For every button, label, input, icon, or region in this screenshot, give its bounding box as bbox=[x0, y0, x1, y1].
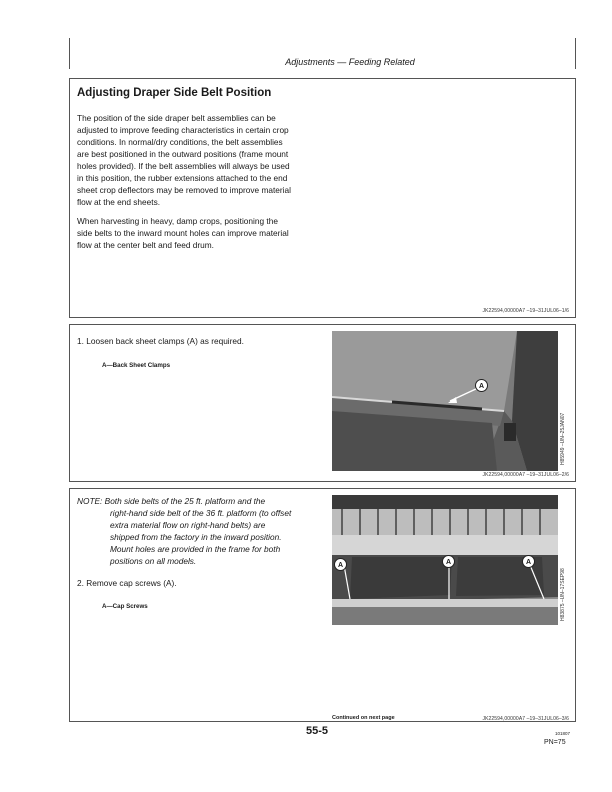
text-line: sheet crop deflectors may be removed to improve material bbox=[77, 185, 291, 195]
back-sheet-clamps-photo bbox=[332, 331, 558, 471]
text-line: adjusted to improve feeding characteristics in certain crop bbox=[77, 125, 289, 135]
note-line: right-hand side belt of the 36 ft. platform (to offset bbox=[110, 508, 292, 518]
heavy-crop-paragraph bbox=[77, 215, 337, 251]
note-line: NOTE: Both side belts of the 25 ft. platform and the bbox=[77, 496, 266, 506]
cap-screws-photo bbox=[332, 495, 558, 625]
text-line: are best positioned in the outward positions (frame mount bbox=[77, 149, 289, 159]
text-line: The position of the side draper belt assemblies can be bbox=[77, 113, 276, 123]
page-number: 55-5 bbox=[306, 725, 329, 737]
step-2-text: 2. Remove cap screws (A). bbox=[77, 578, 177, 588]
section-adjusting-draper bbox=[69, 78, 576, 318]
callout-a: A bbox=[475, 379, 488, 392]
intro-paragraph bbox=[77, 112, 337, 208]
image-id: H85949 –UN–25JAN07 bbox=[560, 412, 566, 465]
footer-code: 101807 bbox=[555, 731, 571, 736]
callout-a-left: A bbox=[334, 558, 347, 571]
legend-back-sheet-clamps: A—Back Sheet Clamps bbox=[102, 362, 171, 369]
callout-a-center: A bbox=[442, 555, 455, 568]
right-margin-rule bbox=[575, 38, 576, 69]
note-line: positions on all models. bbox=[110, 556, 197, 566]
back-sheet-clamps-illustration bbox=[332, 331, 558, 471]
note-line: Mount holes are provided in the frame for both bbox=[110, 544, 281, 554]
text-line: holes provided). If the belt assemblies will always be used bbox=[77, 161, 290, 171]
legend-cap-screws: A—Cap Screws bbox=[102, 603, 148, 610]
page-header-title: Adjustments — Feeding Related bbox=[285, 57, 415, 67]
text-line: flow at the end sheets. bbox=[77, 197, 161, 207]
step-1-text: 1. Loosen back sheet clamps (A) as required. bbox=[77, 336, 244, 346]
note-block bbox=[77, 495, 327, 567]
continued-note: Continued on next page bbox=[332, 715, 395, 721]
left-margin-rule bbox=[69, 38, 70, 69]
callout-a-right: A bbox=[522, 555, 535, 568]
section-step-1 bbox=[69, 324, 576, 482]
text-line: conditions. In normal/dry conditions, the belt assemblies bbox=[77, 137, 283, 147]
section-step-2 bbox=[69, 488, 576, 722]
reference-code: JK22594,00000A7 –19–31JUL06–1/6 bbox=[482, 308, 569, 314]
reference-code: JK22594,00000A7 –19–31JUL06–2/6 bbox=[482, 472, 569, 478]
section-title: Adjusting Draper Side Belt Position bbox=[77, 87, 272, 99]
text-line: in this position, the rubber extensions attached to the end bbox=[77, 173, 288, 183]
note-line: shipped from the factory in the inward position. bbox=[110, 532, 282, 542]
pn-number: PN=75 bbox=[544, 739, 566, 746]
text-line: side belts to the inward mount holes can improve material bbox=[77, 228, 289, 238]
image-id: H83875 –UN–17SEP98 bbox=[560, 568, 566, 621]
text-line: When harvesting in heavy, damp crops, positioning the bbox=[77, 216, 278, 226]
text-line: flow at the center belt and feed drum. bbox=[77, 240, 214, 250]
note-line: extra material flow on right-hand belts) are bbox=[110, 520, 266, 530]
reference-code: JK22594,00000A7 –19–31JUL06–3/6 bbox=[482, 716, 569, 722]
